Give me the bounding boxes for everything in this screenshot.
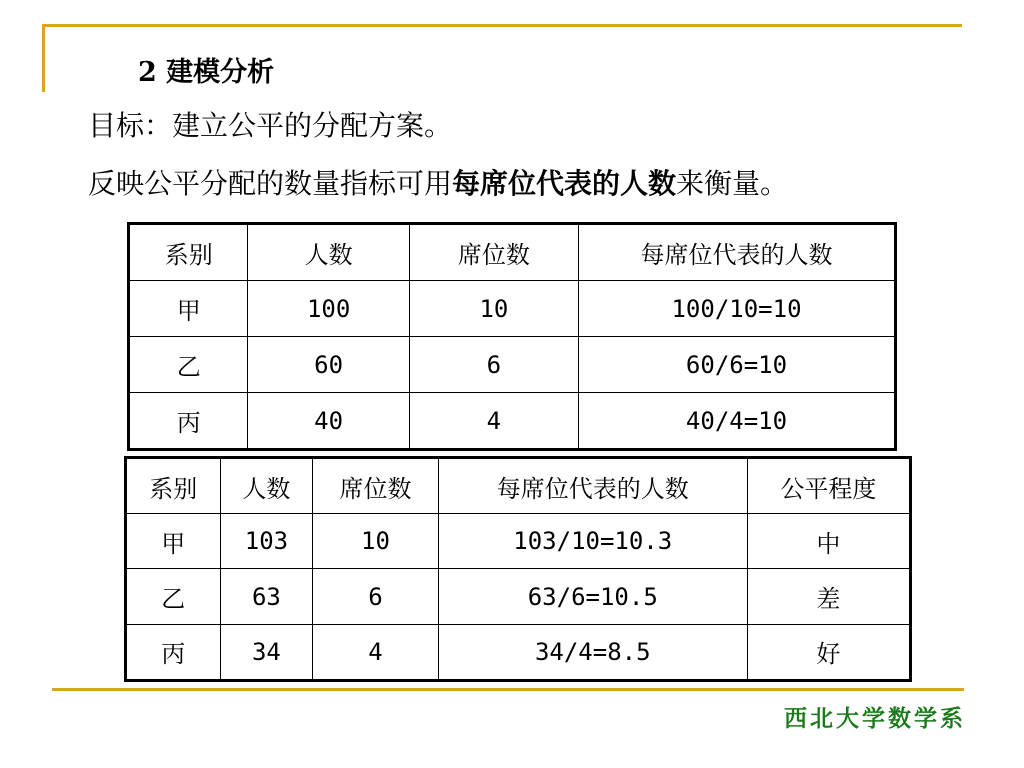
- table-cell: 丙: [129, 393, 248, 450]
- table-cell: 100/10=10: [579, 281, 896, 337]
- table-cell: 34/4=8.5: [438, 624, 747, 680]
- table-cell: 34: [220, 624, 313, 680]
- table-row: [126, 569, 911, 624]
- table-cell: 6: [409, 337, 578, 393]
- adjusted-allocation-table: [124, 456, 912, 682]
- header-cell: 每席位代表的人数: [579, 224, 896, 281]
- section-heading: 2 建模分析: [138, 57, 275, 88]
- table-cell: 10: [313, 514, 438, 569]
- description-prefix: 反映公平分配的数量指标可用: [88, 167, 453, 200]
- header-cell: 系别: [129, 224, 248, 281]
- goal-text: 目标：建立公平的分配方案。: [88, 109, 453, 142]
- footer-department: 西北大学数学系: [784, 705, 966, 732]
- table-cell: 丙: [126, 624, 221, 680]
- table-header-row: [126, 458, 911, 514]
- header-cell: 人数: [248, 224, 409, 281]
- table-cell: 4: [313, 624, 438, 680]
- header-cell: 系别: [126, 458, 221, 514]
- table-cell: 63: [220, 569, 313, 624]
- description-emphasis: 每席位代表的人数: [452, 167, 677, 200]
- table-cell: 60/6=10: [579, 337, 896, 393]
- fairness-cell: 中: [747, 514, 910, 569]
- description-suffix: 来衡量。: [676, 167, 789, 200]
- fairness-cell: 好: [747, 624, 910, 680]
- table-cell: 10: [409, 281, 578, 337]
- table-cell: 103/10=10.3: [438, 514, 747, 569]
- header-cell: 人数: [220, 458, 313, 514]
- table-cell: 40/4=10: [579, 393, 896, 450]
- table-cell: 100: [248, 281, 409, 337]
- table-header-row: [129, 224, 896, 281]
- description-text: [88, 162, 788, 202]
- top-divider: [42, 24, 962, 27]
- fairness-cell: 差: [747, 569, 910, 624]
- table-cell: 4: [409, 393, 578, 450]
- table-cell: 60: [248, 337, 409, 393]
- table-row: [129, 393, 896, 450]
- equal-allocation-table: [127, 222, 897, 451]
- table-cell: 甲: [129, 281, 248, 337]
- table-cell: 6: [313, 569, 438, 624]
- table-cell: 103: [220, 514, 313, 569]
- table-cell: 甲: [126, 514, 221, 569]
- table-cell: 40: [248, 393, 409, 450]
- table-cell: 乙: [129, 337, 248, 393]
- table-cell: 乙: [126, 569, 221, 624]
- bottom-divider: [52, 688, 964, 691]
- table-row: [129, 337, 896, 393]
- table-row: [129, 281, 896, 337]
- left-accent-bar: [42, 24, 45, 92]
- header-cell: 席位数: [409, 224, 578, 281]
- header-cell: 每席位代表的人数: [438, 458, 747, 514]
- header-cell: 公平程度: [747, 458, 910, 514]
- table-row: [126, 514, 911, 569]
- table-row: [126, 624, 911, 680]
- table-cell: 63/6=10.5: [438, 569, 747, 624]
- header-cell: 席位数: [313, 458, 438, 514]
